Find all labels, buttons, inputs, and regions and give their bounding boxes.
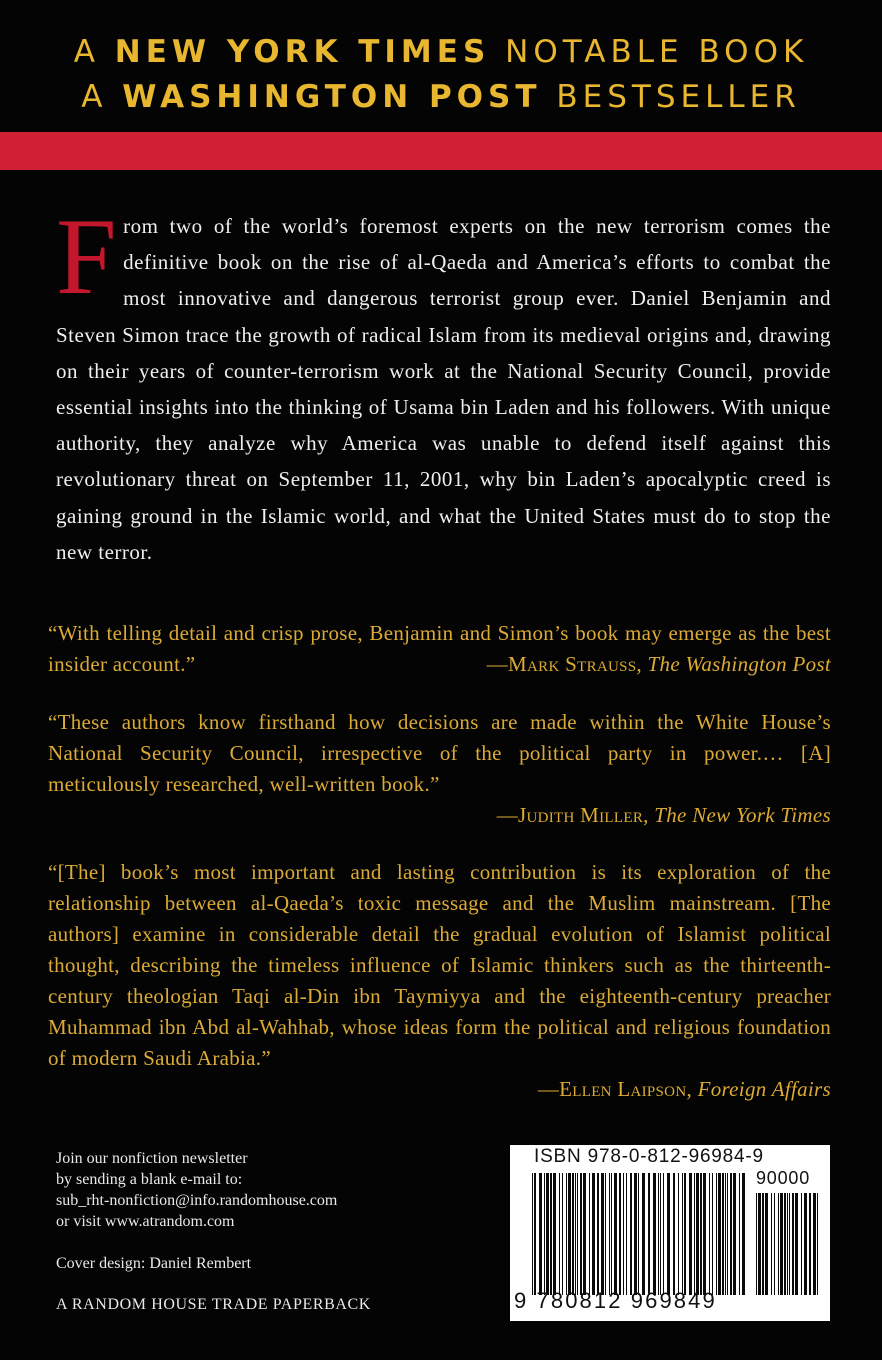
barcode-bar bbox=[725, 1173, 726, 1295]
barcode-bar bbox=[544, 1173, 545, 1295]
cover-credit: Cover design: Daniel Rembert bbox=[56, 1255, 252, 1272]
publisher-line: A RANDOM HOUSE TRADE PAPERBACK bbox=[56, 1296, 371, 1313]
barcode-bar bbox=[572, 1173, 574, 1295]
barcode-bar bbox=[648, 1173, 650, 1295]
isbn-label: ISBN 978-0-812-96984-9 bbox=[534, 1146, 764, 1167]
accolade-wapo-prefix: A bbox=[81, 79, 108, 115]
book-description bbox=[56, 196, 831, 570]
barcode-bar bbox=[653, 1173, 656, 1295]
barcode-bar bbox=[619, 1173, 621, 1295]
barcode-bar bbox=[689, 1173, 692, 1295]
barcode-bar bbox=[546, 1173, 549, 1295]
barcode-bar bbox=[601, 1173, 604, 1295]
drop-cap: F bbox=[56, 196, 118, 317]
barcode-bar bbox=[801, 1193, 802, 1295]
barcode-bar bbox=[580, 1173, 582, 1295]
barcode-bar bbox=[696, 1173, 699, 1295]
barcode-bar bbox=[787, 1193, 788, 1295]
accolade-nyt-prefix: A bbox=[73, 34, 100, 70]
review-quote-text: “With telling detail and crisp prose, Benjamin and Simon’s book may emerge as the best insider account.” bbox=[48, 621, 831, 676]
accolades-header bbox=[0, 30, 882, 120]
price-code: 90000 bbox=[756, 1168, 811, 1188]
barcode-bar bbox=[630, 1173, 632, 1295]
barcode-bar bbox=[762, 1193, 764, 1295]
review-quote-3 bbox=[48, 857, 831, 1105]
accolade-wapo bbox=[0, 75, 882, 120]
barcode-bar bbox=[673, 1173, 675, 1295]
review-attribution bbox=[48, 800, 831, 831]
barcode-bar bbox=[742, 1173, 745, 1295]
barcode-bar bbox=[722, 1173, 724, 1295]
barcode-bar bbox=[774, 1193, 775, 1295]
description-text: rom two of the world’s foremost experts on the new terrorism comes the definitive book on the rise of al-Qaeda and America’s efforts to combat the most innovative and dangerous terrorist group ever. Daniel Benjamin and Steven Simon trace the growth of radical Islam from its medieval origins and, drawing on their years of counter-terrorism work at the National Security Council, provide essential insights into the thinking of Usama bin Laden and his followers. With unique authority, they analyze why America was unable to defend itself against this revolutionary threat on September 11, 2001, why bin Laden’s apocalyptic creed is gaining ground in the Islamic world, and what the United States must do to stop the new terror. bbox=[56, 214, 831, 564]
barcode-bar bbox=[716, 1173, 717, 1295]
barcode-bar bbox=[795, 1193, 798, 1295]
barcode-bar bbox=[609, 1173, 610, 1295]
review-author: —Mark Strauss, bbox=[486, 652, 642, 676]
barcode-bar bbox=[804, 1193, 807, 1295]
barcode-bar bbox=[817, 1193, 818, 1295]
barcode-bar bbox=[730, 1173, 732, 1295]
barcode-bar bbox=[809, 1193, 811, 1295]
barcode-bar bbox=[638, 1173, 639, 1295]
isbn-barcode bbox=[510, 1145, 830, 1321]
ean-digits: 9 780812 969849 bbox=[514, 1288, 717, 1313]
barcode-bar bbox=[605, 1173, 606, 1295]
red-divider-band bbox=[0, 132, 882, 170]
barcode-bar bbox=[727, 1173, 728, 1295]
barcode-bar bbox=[792, 1193, 794, 1295]
barcode-bar bbox=[771, 1193, 772, 1295]
review-source: Foreign Affairs bbox=[697, 1077, 831, 1101]
barcode-bar bbox=[642, 1173, 645, 1295]
barcode-bar bbox=[667, 1173, 670, 1295]
barcode-bar bbox=[718, 1173, 721, 1295]
barcode-bar bbox=[756, 1193, 757, 1295]
review-quote-text: “[The] book’s most important and lasting contribution is its exploration of the relationship between al-Qaeda’s toxic message and the Muslim mainstream. [The authors] examine in considerable detail the gradual evolution of Islamist political thought, describing the timeless influence of Islamic thinkers such as the thirteenth-century theologian Taqi al-Din ibn Taymiyya and the eighteenth-century preacher Muhammad ibn Abd al-Wahhab, whose ideas form the political and religious foundation of modern Saudi Arabia.” bbox=[48, 860, 831, 1070]
review-author: —Judith Miller, bbox=[496, 803, 649, 827]
barcode-bar bbox=[589, 1173, 590, 1295]
newsletter-email: sub_rht-nonfiction@info.randomhouse.com bbox=[56, 1192, 338, 1209]
accolade-nyt-name: NEW YORK TIMES bbox=[114, 34, 491, 70]
barcode-bar bbox=[566, 1173, 567, 1295]
accolade-nyt bbox=[0, 30, 882, 75]
barcode-bar bbox=[550, 1173, 552, 1295]
barcode-bar bbox=[778, 1193, 779, 1295]
newsletter-website: or visit www.atrandom.com bbox=[56, 1213, 235, 1230]
review-attribution bbox=[48, 1074, 831, 1105]
review-author: —Ellen Laipson, bbox=[537, 1077, 692, 1101]
barcode-bar bbox=[658, 1173, 659, 1295]
newsletter-line: by sending a blank e-mail to: bbox=[56, 1171, 243, 1188]
barcode-bar bbox=[709, 1173, 710, 1295]
barcode-bar bbox=[703, 1173, 706, 1295]
newsletter-info bbox=[56, 1148, 337, 1232]
barcode-bar bbox=[784, 1193, 786, 1295]
barcode-bar bbox=[539, 1173, 542, 1295]
barcode-bar bbox=[789, 1193, 790, 1295]
barcode-bar bbox=[765, 1193, 768, 1295]
barcode-bar bbox=[568, 1173, 571, 1295]
accolade-nyt-suffix: NOTABLE BOOK bbox=[505, 34, 809, 70]
barcode-bar bbox=[684, 1173, 686, 1295]
barcode-bar bbox=[597, 1173, 599, 1295]
barcode-bar bbox=[559, 1173, 560, 1295]
accolade-wapo-suffix: BESTSELLER bbox=[556, 79, 801, 115]
review-source: The Washington Post bbox=[647, 652, 831, 676]
barcode-bar bbox=[813, 1193, 816, 1295]
newsletter-line: Join our nonfiction newsletter bbox=[56, 1150, 248, 1167]
barcode-bar bbox=[700, 1173, 702, 1295]
barcode-bar bbox=[553, 1173, 556, 1295]
barcode-bar bbox=[694, 1173, 695, 1295]
barcode-bar bbox=[634, 1173, 637, 1295]
barcode-bar bbox=[733, 1173, 736, 1295]
barcode-bar bbox=[758, 1193, 761, 1295]
accolade-wapo-name: WASHINGTON POST bbox=[122, 79, 542, 115]
barcode-bar bbox=[577, 1173, 578, 1295]
barcode-bar bbox=[660, 1173, 661, 1295]
barcode-bar bbox=[623, 1173, 624, 1295]
barcode-bar bbox=[712, 1173, 713, 1295]
barcode-bar bbox=[583, 1173, 586, 1295]
barcode-bar bbox=[678, 1173, 679, 1295]
review-quote-1 bbox=[48, 618, 831, 680]
barcode-bar bbox=[534, 1173, 536, 1295]
review-source: The New York Times bbox=[654, 803, 831, 827]
barcode-bar bbox=[626, 1173, 627, 1295]
barcode-bar bbox=[575, 1173, 576, 1295]
review-quote-text: “These authors know firsthand how decisions are made within the White House’s National Security Council, irrespective of the political party in power.… [A] meticulously researched, well-written book.” bbox=[48, 710, 831, 796]
barcode-bar bbox=[739, 1173, 740, 1295]
barcode-bar bbox=[682, 1173, 683, 1295]
barcode-bar bbox=[614, 1173, 617, 1295]
barcode-bar bbox=[611, 1173, 612, 1295]
barcode-bar bbox=[592, 1173, 595, 1295]
barcode-bar bbox=[532, 1173, 533, 1295]
barcode-bar bbox=[562, 1173, 563, 1295]
barcode-bar bbox=[663, 1173, 664, 1295]
review-quote-2 bbox=[48, 707, 831, 831]
barcode-bar bbox=[780, 1193, 783, 1295]
